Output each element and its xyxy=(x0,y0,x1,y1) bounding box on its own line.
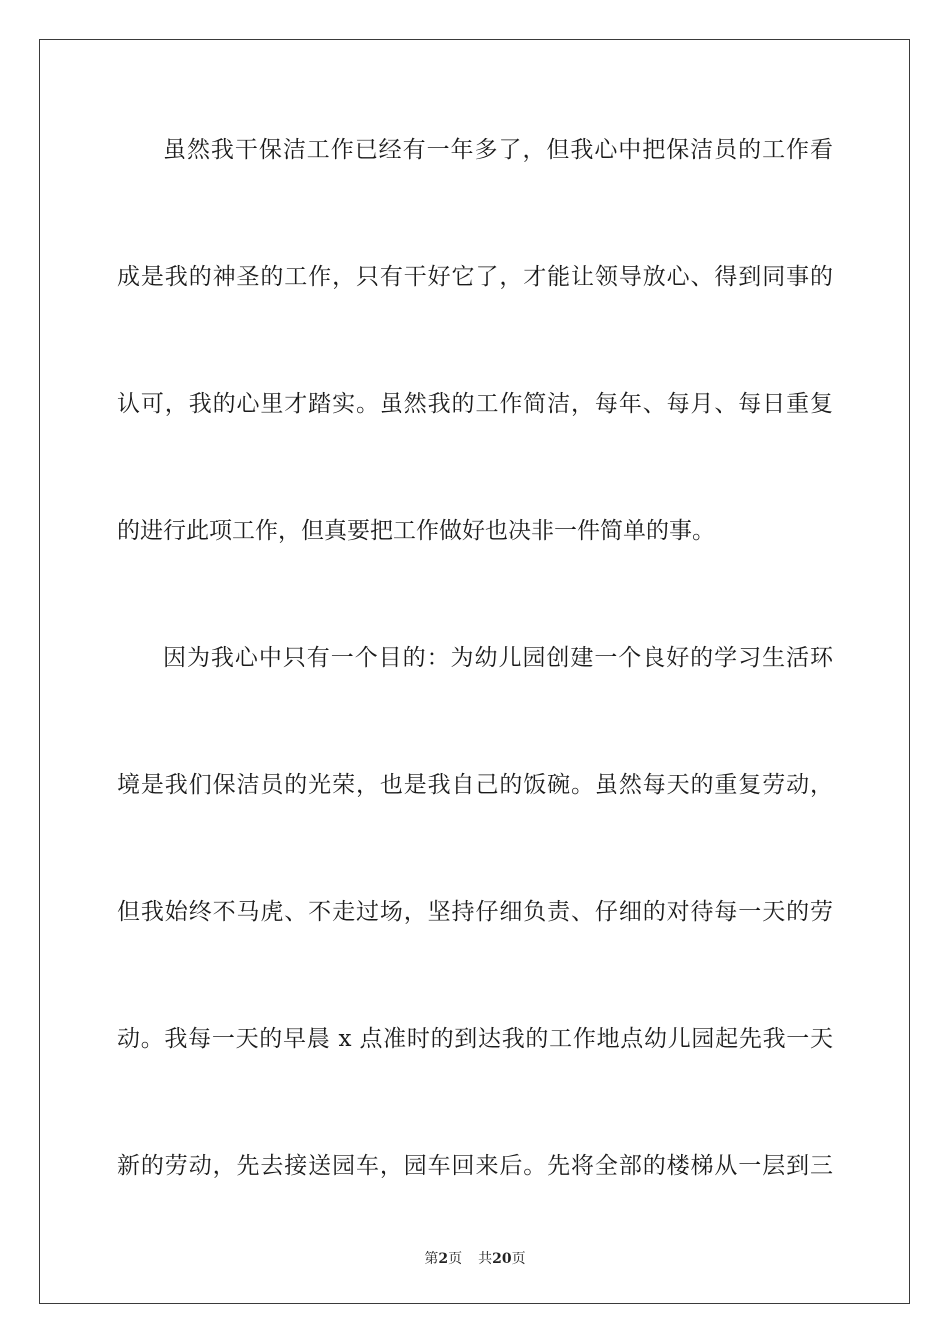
paragraph-2-line-1: 因为我心中只有一个目的：为幼儿园创建一个良好的学习生活环 xyxy=(163,645,833,671)
paragraph-2-line-3: 但我始终不马虎、不走过场，坚持仔细负责、仔细的对待每一天的劳 xyxy=(117,899,833,925)
page-prefix: 第 xyxy=(424,1251,439,1267)
paragraph-1-line-3: 认可，我的心里才踏实。虽然我的工作简洁，每年、每月、每日重复 xyxy=(117,391,833,417)
paragraph-2-line-2: 境是我们保洁员的光荣，也是我自己的饭碗。虽然每天的重复劳动， xyxy=(117,772,833,798)
paragraph-2-line-5: 新的劳动，先去接送园车，园车回来后。先将全部的楼梯从一层到三 xyxy=(117,1153,833,1179)
document-body xyxy=(117,124,833,1267)
total-pages: 20 xyxy=(492,1251,512,1267)
paragraph-1-line-4: 的进行此项工作，但真要把工作做好也决非一件简单的事。 xyxy=(117,518,715,544)
paragraph-1-line-1: 虽然我干保洁工作已经有一年多了，但我心中把保洁员的工作看 xyxy=(163,137,833,163)
paragraph-2-line-4: 动。我每一天的早晨 x 点准时的到达我的工作地点幼儿园起先我一天 xyxy=(117,1026,833,1052)
page-number: 2 xyxy=(438,1251,449,1267)
page-footer xyxy=(0,1248,950,1268)
page-suffix: 页 xyxy=(448,1251,463,1267)
total-prefix: 共 xyxy=(478,1251,493,1267)
paragraph-1-line-2: 成是我的神圣的工作，只有干好它了，才能让领导放心、得到同事的 xyxy=(117,264,833,290)
total-suffix: 页 xyxy=(511,1251,526,1267)
